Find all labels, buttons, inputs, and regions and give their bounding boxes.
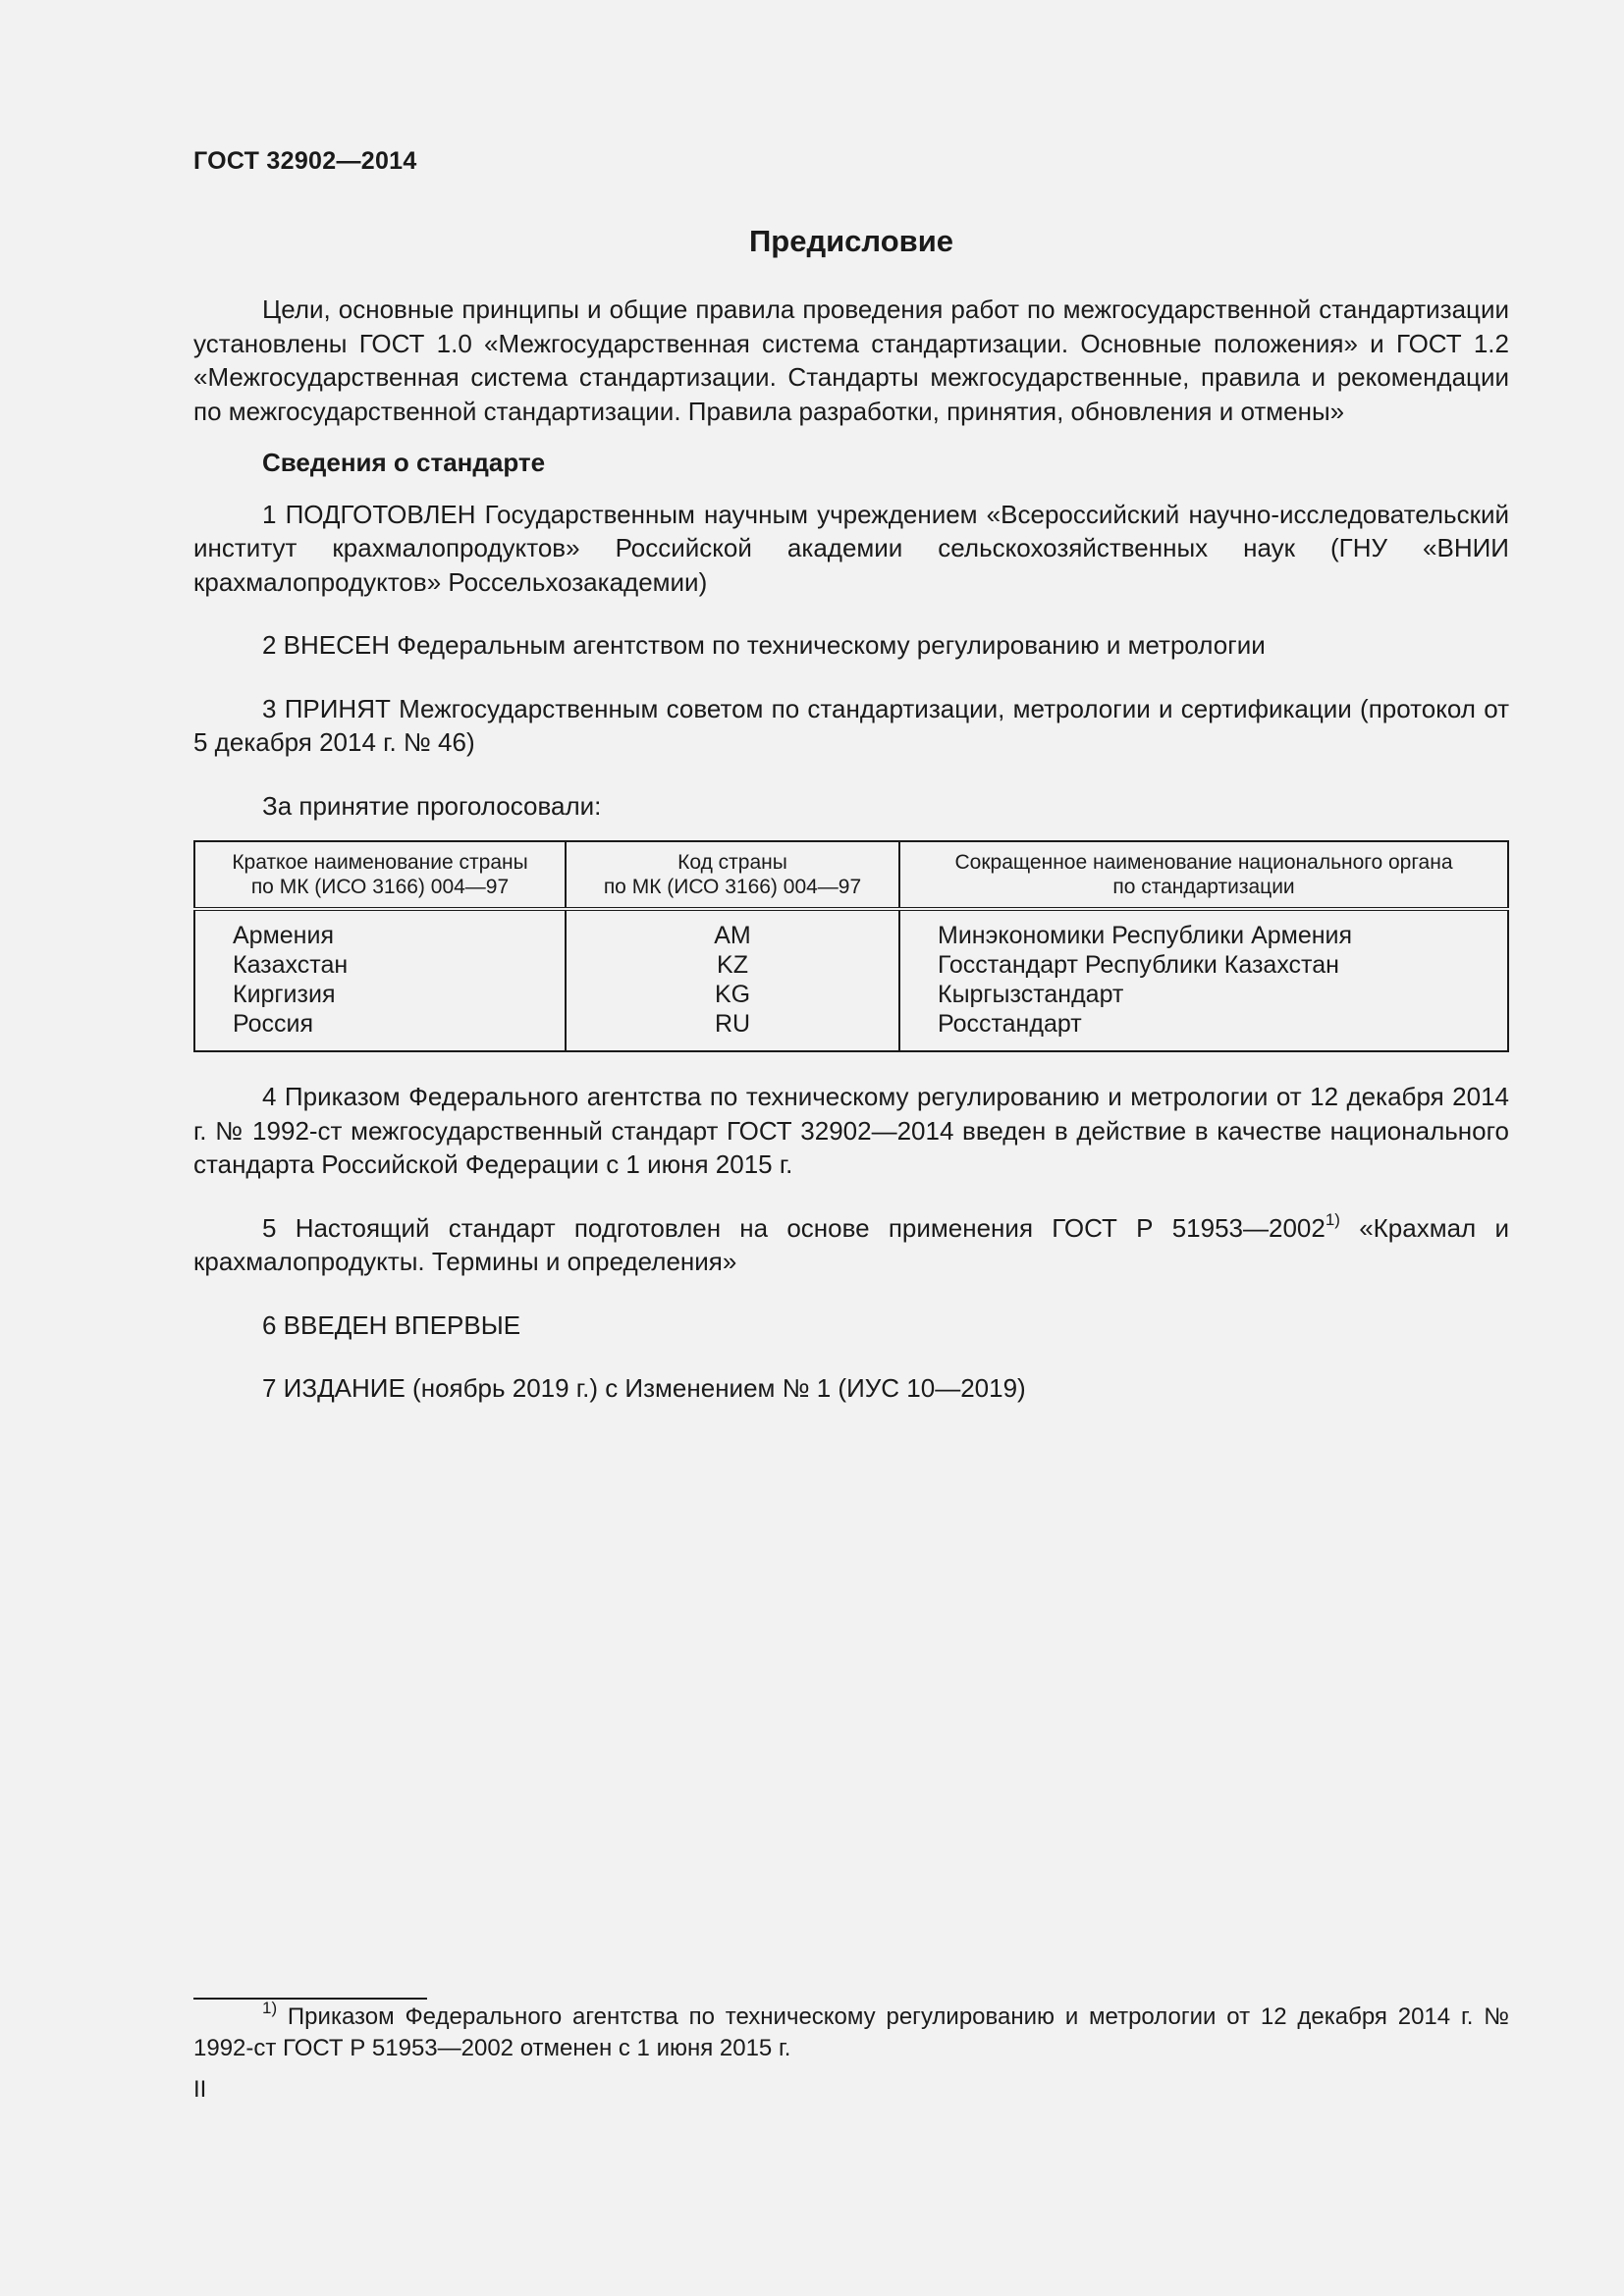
header-line: по стандартизации	[1112, 876, 1295, 898]
item-based-on-title: «Крахмал и крахмалопродукты. Термины и определения»	[193, 1212, 1509, 1276]
item-based-on-text: 5 Настоящий стандарт подготовлен на основе применения ГОСТ Р 51953—2002	[262, 1212, 1326, 1243]
national-body-cell: Росстандарт	[899, 1009, 1508, 1051]
item-first-introduced: 6 ВВЕДЕН ВПЕРВЫЕ	[262, 1309, 521, 1340]
table-row	[194, 980, 1508, 1009]
national-body-cell: Кыргызстандарт	[899, 980, 1508, 1009]
item-based-on	[193, 1211, 1509, 1279]
header-line: по МК (ИСО 3166) 004—97	[603, 876, 862, 898]
header-line: Код страны	[677, 851, 787, 874]
country-code-cell: KG	[566, 980, 899, 1009]
country-name-cell: Россия	[194, 1009, 566, 1051]
voting-table	[193, 840, 1509, 1052]
item-edition: 7 ИЗДАНИЕ (ноябрь 2019 г.) с Изменением № 1 (ИУС 10—2019)	[262, 1373, 1026, 1403]
header-line: по МК (ИСО 3166) 004—97	[250, 876, 510, 898]
table-row	[194, 1009, 1508, 1051]
footnote-mark: 1)	[262, 1999, 278, 2017]
section-title: Предисловие	[748, 224, 953, 258]
item-adopted: 3 ПРИНЯТ Межгосударственным советом по стандартизации, метрологии и сертификации (протокол от 5 декабря 2014 г. № 46)	[193, 693, 1509, 757]
country-code-cell: RU	[566, 1009, 899, 1051]
page-number: II	[193, 2076, 207, 2103]
table-row	[194, 950, 1508, 980]
standard-info-heading: Сведения о стандарте	[262, 448, 546, 477]
national-body-cell: Госстандарт Республики Казахстан	[899, 950, 1508, 980]
footnote-reference[interactable]: 1)	[1325, 1209, 1340, 1229]
item-prepared: 1 ПОДГОТОВЛЕН Государственным научным учреждением «Всероссийский научно-исследовательский институт крахмалопродуктов» Российской академии сельскохозяйственных наук (ГНУ «ВНИИ крахмалопродуктов» Россельхозакадемии)	[193, 499, 1509, 597]
table-header-row	[194, 841, 1508, 909]
country-name-cell: Киргизия	[194, 980, 566, 1009]
header-line: Краткое наименование страны	[232, 851, 528, 874]
country-name-cell: Армения	[194, 909, 566, 950]
item-submitted: 2 ВНЕСЕН Федеральным агентством по техническому регулированию и метрологии	[262, 630, 1266, 660]
country-name-cell: Казахстан	[194, 950, 566, 980]
header-national-body	[899, 841, 1508, 909]
national-body-cell: Минэкономики Республики Армения	[899, 909, 1508, 950]
intro-paragraph: Цели, основные принципы и общие правила проведения работ по межгосударственной стандартизации установлены ГОСТ 1.0 «Межгосударственная система стандартизации. Основные положения» и ГОСТ 1.2 «Межгосударственная система стандартизации. Стандарты межгосударственные, правила и рекомендации по межгосударственной стандартизации. Правила разработки, принятия, обновления и отмены»	[193, 294, 1509, 426]
header-country-code	[566, 841, 899, 909]
header-country-name	[194, 841, 566, 909]
footnote	[193, 1999, 1509, 2064]
footnote-text: Приказом Федерального агентства по техническому регулированию и метрологии от 12 декабря 2014 г. № 1992-ст ГОСТ Р 51953—2002 отменен с 1 июня 2015 г.	[193, 2003, 1509, 2061]
footnote-divider	[193, 1998, 427, 2000]
page-body	[193, 293, 1509, 1406]
item-enacted: 4 Приказом Федерального агентства по техническому регулированию и метрологии от 12 декабря 2014 г. № 1992-ст межгосударственный стандарт ГОСТ 32902—2014 введен в действие в качестве национального стандарта Российской Федерации с 1 июня 2015 г.	[193, 1082, 1509, 1179]
table-row	[194, 909, 1508, 950]
country-code-cell: AM	[566, 909, 899, 950]
header-line: Сокращенное наименование национального органа	[954, 851, 1453, 874]
document-code-header: ГОСТ 32902—2014	[193, 147, 417, 175]
voted-label: За принятие проголосовали:	[262, 790, 602, 821]
country-code-cell: KZ	[566, 950, 899, 980]
voting-table-wrapper	[193, 840, 1509, 1052]
